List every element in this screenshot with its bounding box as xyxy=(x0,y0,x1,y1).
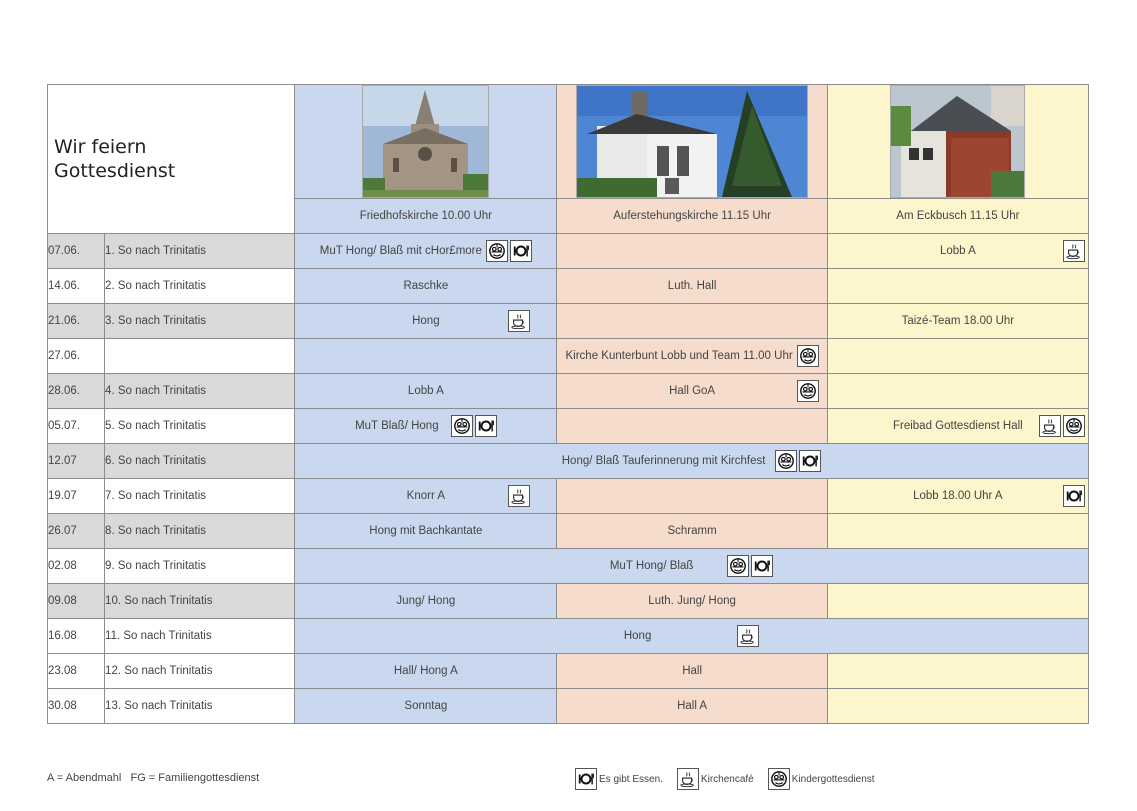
friedhofskirche-service xyxy=(295,304,557,339)
joint-service xyxy=(295,549,1089,584)
coffee-cup-icon xyxy=(1039,415,1061,437)
row-date: 30.08 xyxy=(48,689,105,724)
table-row xyxy=(48,514,1089,549)
service-text: Hong xyxy=(412,315,440,327)
food-icon xyxy=(475,415,497,437)
church-name-eckbusch: Am Eckbusch 11.15 Uhr xyxy=(827,199,1088,234)
row-sunday-name: 7. So nach Trinitatis xyxy=(105,479,295,514)
table-row xyxy=(48,409,1089,444)
service-text: Hall GoA xyxy=(669,385,716,397)
row-date: 21.06. xyxy=(48,304,105,339)
food-icon xyxy=(510,240,532,262)
auferstehungskirche-service: Hall A xyxy=(557,689,827,724)
auferstehungskirche-service xyxy=(557,479,827,514)
coffee-cup-icon xyxy=(1063,240,1085,262)
legend-cafe xyxy=(677,768,754,790)
auferstehungskirche-service xyxy=(557,234,827,269)
row-date: 28.06. xyxy=(48,374,105,409)
food-icon xyxy=(751,555,773,577)
table-row xyxy=(48,654,1089,689)
abbreviation-legend xyxy=(47,772,259,784)
row-date: 26.07 xyxy=(48,514,105,549)
auferstehungskirche-service xyxy=(557,304,827,339)
row-sunday-name: 3. So nach Trinitatis xyxy=(105,304,295,339)
friedhofskirche-service: Hall/ Hong A xyxy=(295,654,557,689)
eckbusch-service: Taizé-Team 18.00 Uhr xyxy=(827,304,1088,339)
service-text: Lobb A xyxy=(939,245,976,257)
service-schedule-table xyxy=(47,84,1089,724)
row-sunday-name: 9. So nach Trinitatis xyxy=(105,549,295,584)
row-date: 27.06. xyxy=(48,339,105,374)
row-date: 12.07 xyxy=(48,444,105,479)
friedhofskirche-service xyxy=(295,409,557,444)
eckbusch-service xyxy=(827,374,1088,409)
auferstehungskirche-service xyxy=(557,409,827,444)
auferstehungskirche-service: Hall xyxy=(557,654,827,689)
kids-service-icon xyxy=(486,240,508,262)
auferstehungskirche-service: Luth. Jung/ Hong xyxy=(557,584,827,619)
service-text: Hong/ Blaß Tauferinnerung mit Kirchfest xyxy=(561,455,766,467)
kids-service-icon xyxy=(775,450,797,472)
coffee-cup-icon xyxy=(677,768,699,790)
table-row xyxy=(48,339,1089,374)
kids-service-icon xyxy=(727,555,749,577)
row-date: 14.06. xyxy=(48,269,105,304)
joint-service xyxy=(295,444,1089,479)
table-row xyxy=(48,444,1089,479)
food-icon xyxy=(799,450,821,472)
service-text: Freibad Gottesdienst Hall xyxy=(892,420,1023,432)
friedhofskirche-service: Jung/ Hong xyxy=(295,584,557,619)
table-row xyxy=(48,374,1089,409)
service-text: Knorr A xyxy=(406,490,446,502)
kids-service-icon xyxy=(768,768,790,790)
friedhofskirche-service: Hong mit Bachkantate xyxy=(295,514,557,549)
row-date: 05.07. xyxy=(48,409,105,444)
row-sunday-name: 1. So nach Trinitatis xyxy=(105,234,295,269)
service-text: Hong xyxy=(623,630,652,642)
row-date: 23.08 xyxy=(48,654,105,689)
row-date: 16.08 xyxy=(48,619,105,654)
friedhofskirche-service xyxy=(295,479,557,514)
eckbusch-photo-cell xyxy=(827,85,1088,199)
kids-service-icon xyxy=(797,380,819,402)
table-row xyxy=(48,304,1089,339)
coffee-cup-icon xyxy=(508,310,530,332)
legend-cafe-label: Kirchencafé xyxy=(700,773,754,785)
row-sunday-name: 5. So nach Trinitatis xyxy=(105,409,295,444)
row-date: 02.08 xyxy=(48,549,105,584)
joint-service xyxy=(295,619,1089,654)
kids-service-icon xyxy=(797,345,819,367)
eckbusch-service xyxy=(827,269,1088,304)
row-date: 07.06. xyxy=(48,234,105,269)
row-sunday-name: 10. So nach Trinitatis xyxy=(105,584,295,619)
auferstehungskirche-photo-cell xyxy=(557,85,827,199)
table-row xyxy=(48,549,1089,584)
eckbusch-service xyxy=(827,479,1088,514)
eckbusch-service xyxy=(827,409,1088,444)
kids-service-icon xyxy=(451,415,473,437)
food-icon xyxy=(1063,485,1085,507)
service-text: MuT Blaß/ Hong xyxy=(355,420,439,432)
legend-kids xyxy=(768,768,875,790)
chapel-photo xyxy=(890,85,1025,198)
row-sunday-name xyxy=(105,339,295,374)
eckbusch-service xyxy=(827,654,1088,689)
eckbusch-service xyxy=(827,584,1088,619)
church-name-auferstehungskirche: Auferstehungskirche 11.15 Uhr xyxy=(557,199,827,234)
schedule-title: Wir feiern Gottesdienst xyxy=(54,136,176,182)
row-sunday-name: 13. So nach Trinitatis xyxy=(105,689,295,724)
auferstehungskirche-service xyxy=(557,374,827,409)
schedule-title-cell xyxy=(48,85,295,234)
auferstehungskirche-service xyxy=(557,339,827,374)
friedhofskirche-service: Lobb A xyxy=(295,374,557,409)
auferstehungskirche-service: Luth. Hall xyxy=(557,269,827,304)
friedhofskirche-service xyxy=(295,234,557,269)
eckbusch-service xyxy=(827,514,1088,549)
legend-kids-label: Kindergottesdienst xyxy=(791,773,875,785)
row-date: 19.07 xyxy=(48,479,105,514)
eckbusch-service xyxy=(827,339,1088,374)
legend-food xyxy=(575,768,663,790)
coffee-cup-icon xyxy=(508,485,530,507)
modern-church-photo xyxy=(576,85,808,198)
service-text: Lobb 18.00 Uhr A xyxy=(913,490,1003,502)
eckbusch-service xyxy=(827,689,1088,724)
service-text: Kirche Kunterbunt Lobb und Team 11.00 Uhr xyxy=(565,350,793,362)
church-tower-photo xyxy=(362,85,489,198)
church-name-friedhofskirche: Friedhofskirche 10.00 Uhr xyxy=(295,199,557,234)
row-sunday-name: 12. So nach Trinitatis xyxy=(105,654,295,689)
row-date: 09.08 xyxy=(48,584,105,619)
abbreviation-legend-text: A = Abendmahl FG = Familiengottesdienst xyxy=(47,772,260,784)
row-sunday-name: 2. So nach Trinitatis xyxy=(105,269,295,304)
row-sunday-name: 6. So nach Trinitatis xyxy=(105,444,295,479)
kids-service-icon xyxy=(1063,415,1085,437)
friedhofskirche-service: Raschke xyxy=(295,269,557,304)
legend-food-label: Es gibt Essen. xyxy=(599,773,663,785)
icon-legend xyxy=(575,768,889,790)
food-icon xyxy=(575,768,597,790)
table-row xyxy=(48,479,1089,514)
row-sunday-name: 8. So nach Trinitatis xyxy=(105,514,295,549)
service-text: MuT Hong/ Blaß mit cHor£more xyxy=(319,245,482,257)
auferstehungskirche-service: Schramm xyxy=(557,514,827,549)
table-row xyxy=(48,269,1089,304)
coffee-cup-icon xyxy=(737,625,759,647)
table-row xyxy=(48,234,1089,269)
friedhofskirche-service xyxy=(295,339,557,374)
service-text: MuT Hong/ Blaß xyxy=(609,560,694,572)
table-row xyxy=(48,689,1089,724)
table-row xyxy=(48,584,1089,619)
row-sunday-name: 11. So nach Trinitatis xyxy=(105,619,295,654)
table-row xyxy=(48,619,1089,654)
friedhofskirche-service: Sonntag xyxy=(295,689,557,724)
eckbusch-service xyxy=(827,234,1088,269)
friedhofskirche-photo-cell xyxy=(295,85,557,199)
row-sunday-name: 4. So nach Trinitatis xyxy=(105,374,295,409)
